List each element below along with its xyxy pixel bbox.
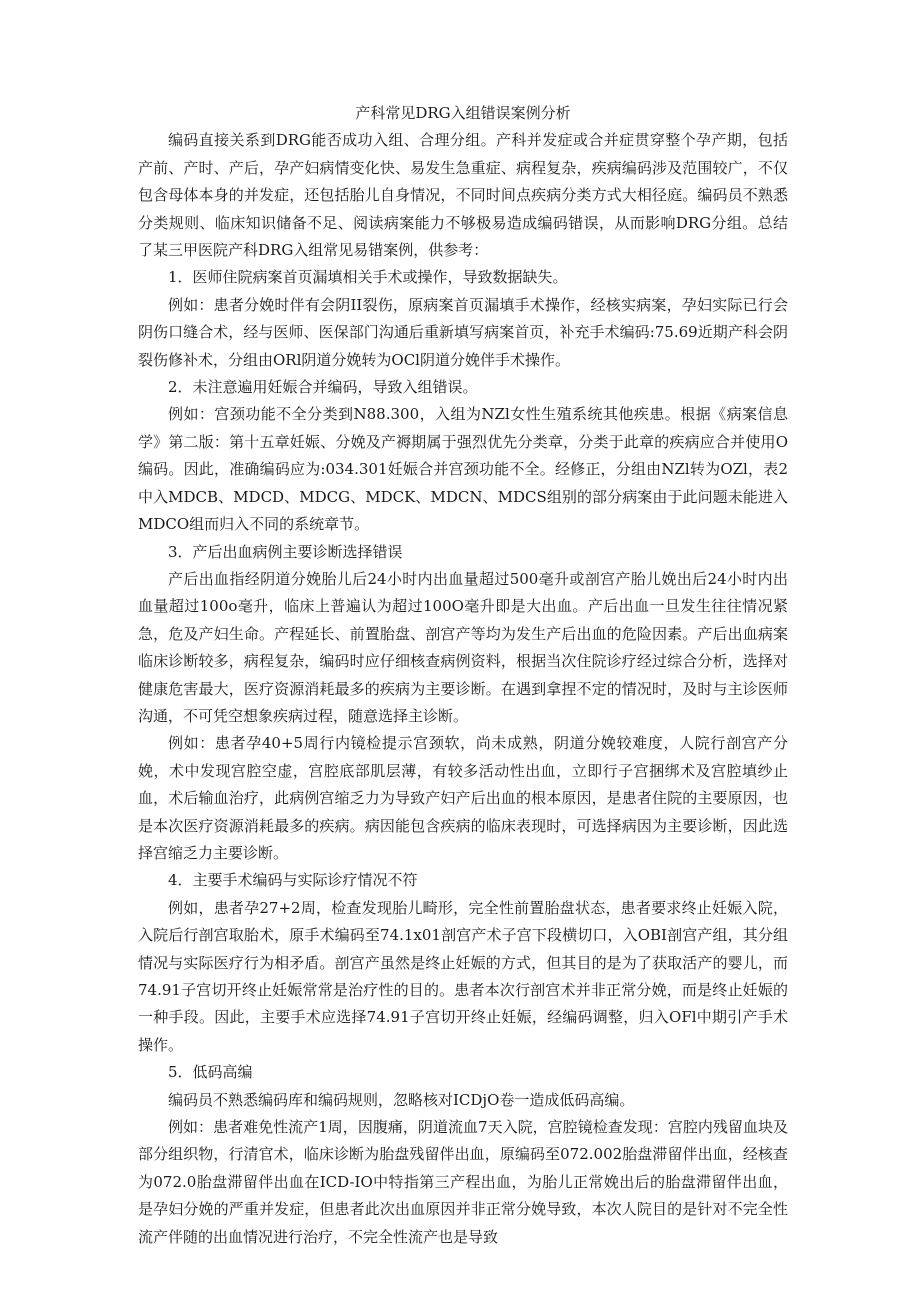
section-heading-4: 4．主要手术编码与实际诊疗情况不符 xyxy=(168,871,418,890)
section-heading-2: 2．未注意遍用妊娠合并编码，导致入组错误。 xyxy=(168,378,478,397)
section-heading-5: 5．低码高编 xyxy=(168,1063,253,1082)
example-paragraph-1: 例如：患者分娩时伴有会阴II裂伤，原病案首页漏填手术操作，经核实病案，孕妇实际已行会阴伤口缝合术，经与医师、医保部门沟通后重新填写病案首页，补充手术编码:75.69近期产科会阴裂伤修补术，分组由ORl阴道分娩转为OCl阴道分娩伴手术操作。 xyxy=(138,295,788,369)
example-paragraph-4: 例如，患者孕27+2周，检查发现胎儿畸形，完全性前置胎盘状态，患者要求终止妊娠入院，入院后行剖宫取胎术，原手术编码至74.1x01剖宫产术子宫下段横切口，入OBI剖宫产组，其分组情况与实际医疗行为相矛盾。剖宫产虽然是终止妊娠的方式，但其目的是为了获取活产的婴儿，而74.91子宫切开终止妊娠常常是治疗性的目的。患者本次行剖宫术并非正常分娩，而是终止妊娠的一种手段。因此，主要手术应选择74.91子宫切开终止妊娠，经编码调整，归入OFl中期引产手术操作。 xyxy=(138,898,788,1054)
example-paragraph-5: 例如：患者难免性流产1周，因腹痛，阴道流血7天入院，宫腔镜检查发现：宫腔内残留血块及部分组织物，行清官术，临床诊断为胎盘残留伴出血，原编码至072.002胎盘滞留伴出血，经核查为072.0胎盘滞留伴出血在ICD-IO中特指第三产程出血，为胎儿正常娩出后的胎盘滞留伴出血，是孕妇分娩的严重并发症，但患者此次出血原因并非正常分娩导致，本次人院目的是针对不完全性流产伴随的出血情况进行治疗，不完全性流产也是导致 xyxy=(138,1118,788,1246)
example-paragraph-2: 例如：宫颈功能不全分类到N88.300，入组为NZl女性生殖系统其他疾患。根据《病案信息学》第二版：第十五章妊娠、分娩及产褥期属于强烈优先分类章，分类于此章的疾病应合并使用O编码。因此，准确编码应为:034.301妊娠合并宫颈功能不全。经修正，分组由NZl转为OZl，表2中入MDCB、MDCD、MDCG、MDCK、MDCN、MDCS组别的部分病案由于此问题未能进入MDCO组而归入不同的系统章节。 xyxy=(138,405,788,534)
example-paragraph-3: 例如：患者孕40+5周行内镜检提示宫颈软，尚未成熟，阴道分娩较难度，人院行剖宫产分娩，术中发现宫腔空虚，宫腔底部肌层薄，有较多活动性出血，立即行子宫捆绑术及宫腔填纱止血，术后输血治疗，此病例宫缩乏力为导致产妇产后出血的根本原因，是患者住院的主要原因，也是本次医疗资源消耗最多的疾病。病因能包含疾病的临床表现时，可选择病因为主要诊断，因此选择宫缩乏力主要诊断。 xyxy=(138,734,788,862)
section-heading-3: 3．产后出血病例主要诊断选择错误 xyxy=(168,542,403,561)
section-heading-1: 1．医师住院病案首页漏填相关手术或操作，导致数据缺失。 xyxy=(168,268,568,287)
intro-paragraph: 编码直接关系到DRG能否成功入组、合理分组。产科并发症或合并症贯穿整个孕产期，包括产前、产时、产后，孕产妇病情变化快、易发生急重症、病程复杂，疾病编码涉及范围较广，不仅包含母体本身的并发症，还包括胎儿自身情况，不同时间点疾病分类方式大相径庭。编码员不熟悉分类规则、临床知识储备不足、阅读病案能力不够极易造成编码错误，从而影响DRG分组。总结了某三甲医院产科DRG入组常见易错案例，供参考： xyxy=(138,131,788,260)
body-paragraph-3: 产后出血指经阴道分娩胎儿后24小时内出血量超过500毫升或剖宫产胎儿娩出后24小时内出血量超过100o毫升，临床上普遍认为超过100O毫升即是大出血。产后出血一旦发生往往情况紧急，危及产妇生命。产程延长、前置胎盘、剖宫产等均为发生产后出血的危险因素。产后出血病案临床诊断较多，病程复杂，编码时应仔细核查病例资料，根据当次住院诊疗经过综合分析，选择对健康危害最大，医疗资源消耗最多的疾病为主要诊断。在遇到拿捏不定的情况时，及时与主诊医师沟通，不可凭空想象疾病过程，随意选择主诊断。 xyxy=(138,569,788,725)
document-title: 产科常见DRG入组错误案例分析 xyxy=(355,104,571,122)
document-page xyxy=(138,100,788,1251)
body-paragraph-5: 编码员不熟悉编码库和编码规则，忽略核对ICDjO卷一造成低码高编。 xyxy=(168,1090,635,1109)
